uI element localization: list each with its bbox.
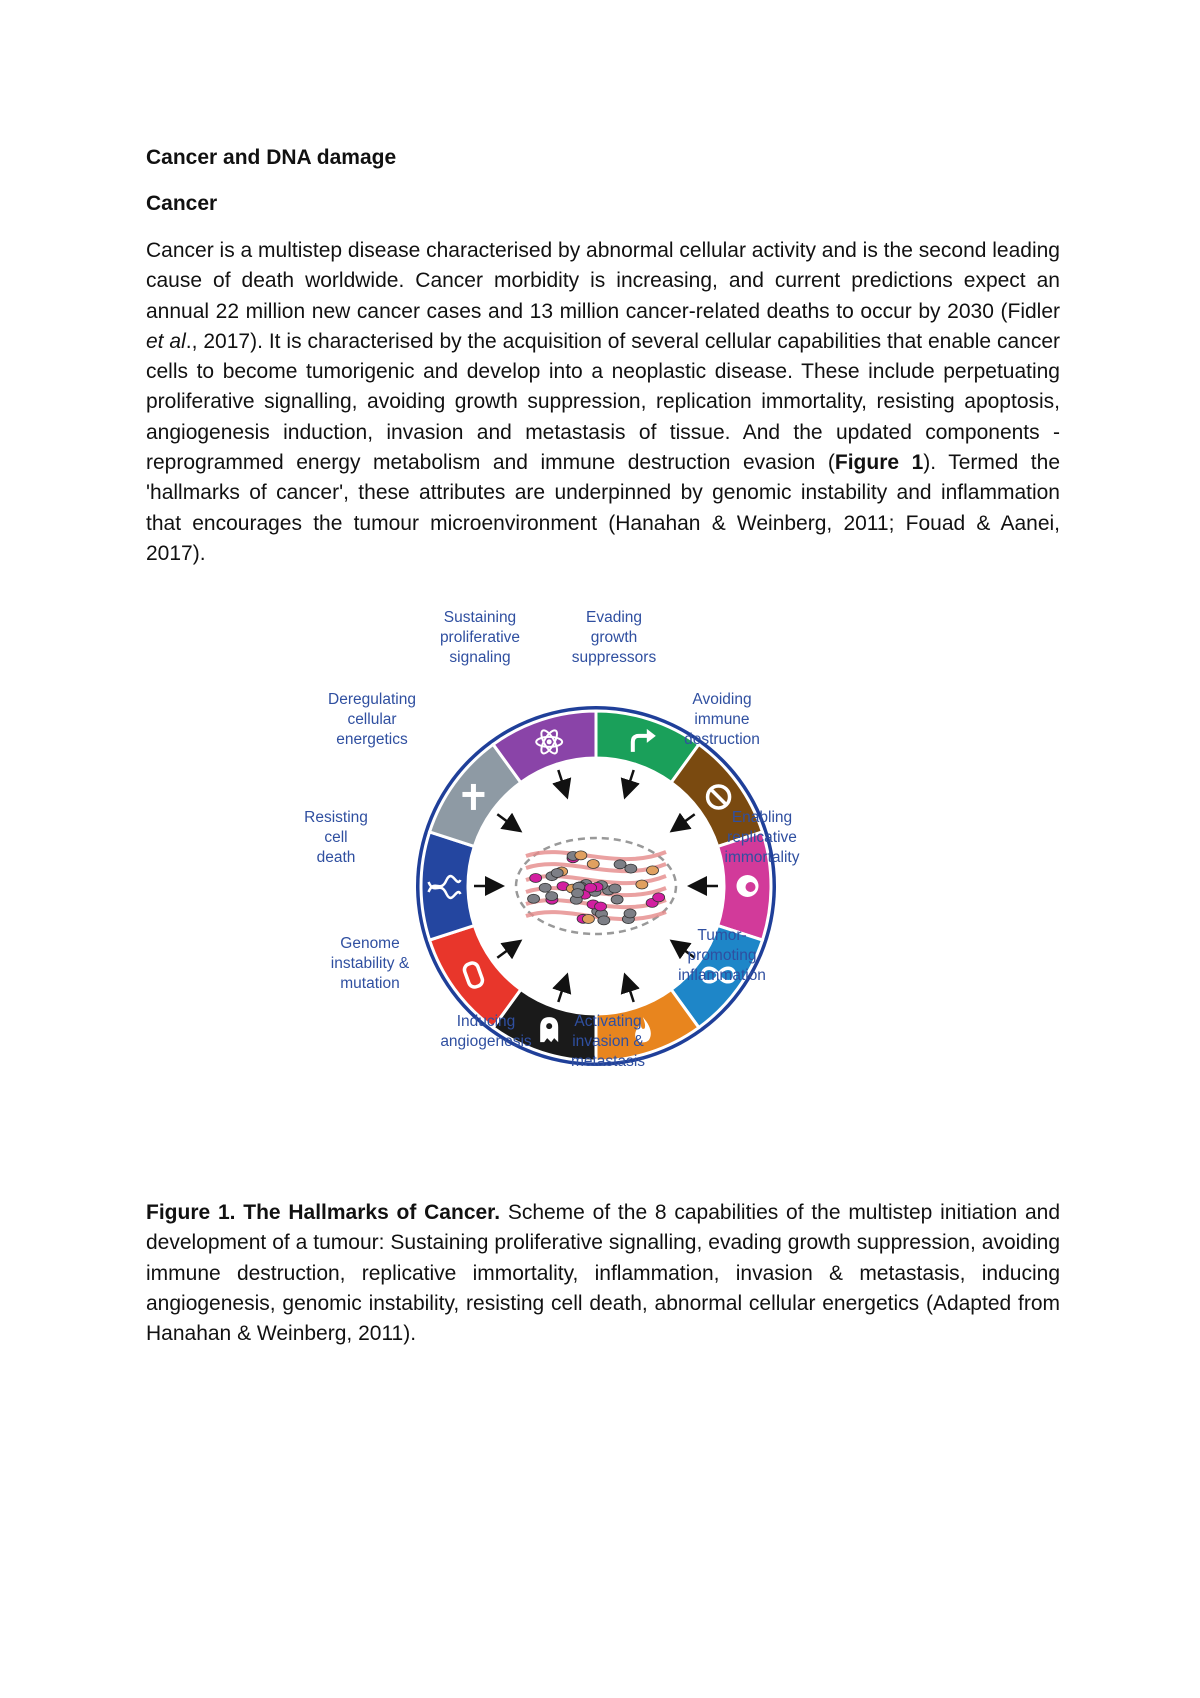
paragraph-text-3: ). Termed the 'hallmarks of cancer', these attributes are underpinned by genomic instability and inflammation that encourages the tumour microenvironment (Hanahan & Weinberg, 2011; Fouad & Aanei, 2017). bbox=[146, 451, 1060, 565]
wheel-segment bbox=[421, 832, 474, 940]
immune-cell-icon bbox=[737, 875, 759, 897]
hallmarks-figure bbox=[304, 609, 876, 1156]
paragraph-text-2: ., 2017). It is characterised by the acquisition of several cellular capabilities that enable cancer cells to become tumorigenic and develop into a neoplastic disease. These include perpetuating proliferative signalling, avoiding growth suppression, replication immortality, resisting apoptosis, angiogenesis induction, invasion and metastasis of tissue. And the updated components - reprogrammed energy metabolism and immune destruction evasion ( bbox=[146, 329, 1061, 475]
caption-text: Scheme of the 8 capabilities of the multistep initiation and development of a tumour: Sustaining proliferative signalling, evading growth suppression, avoiding immune destruction, replicative immortality, inflammation, invasion & metastasis, inducing angiogenesis, genomic instability, resisting cell death, abnormal cellular energetics (Adapted from Hanahan & Weinberg, 2011). bbox=[146, 1201, 1060, 1346]
figure-reference: Figure 1 bbox=[834, 451, 924, 475]
et-al: et al bbox=[146, 329, 186, 353]
document-title: Cancer and DNA damage bbox=[146, 146, 397, 169]
hallmark-label: Enabling replicative immortality bbox=[724, 809, 800, 866]
paragraph-text-1: Cancer is a multistep disease characterised by abnormal cellular activity and is the second leading cause of death worldwide. Cancer morbidity is increasing, and current predictions expect an annual 22 million new cancer cases and 13 million cancer-related deaths to occur by 2030 (Fidler bbox=[146, 239, 1060, 323]
caption-title: Figure 1. The Hallmarks of Cancer. bbox=[146, 1201, 501, 1224]
hallmark-label: Resisting cell death bbox=[304, 809, 368, 866]
hallmark-label: Tumor- promoting inflammation bbox=[678, 927, 766, 984]
hallmark-label: Activating invasion & metastasis bbox=[570, 1013, 646, 1070]
hallmark-label: Genome instability & mutation bbox=[330, 935, 410, 992]
body-paragraph bbox=[146, 236, 1060, 569]
hallmark-label: Inducing angiogenesis bbox=[440, 1013, 532, 1050]
figure-caption bbox=[146, 1198, 1060, 1349]
hallmark-label: Evading growth suppressors bbox=[571, 609, 657, 666]
hallmark-label: Avoiding immune destruction bbox=[684, 691, 760, 748]
hallmark-label: Deregulating cellular energetics bbox=[328, 691, 416, 748]
hallmark-label: Sustaining proliferative signaling bbox=[439, 609, 521, 666]
section-heading: Cancer bbox=[146, 192, 218, 215]
